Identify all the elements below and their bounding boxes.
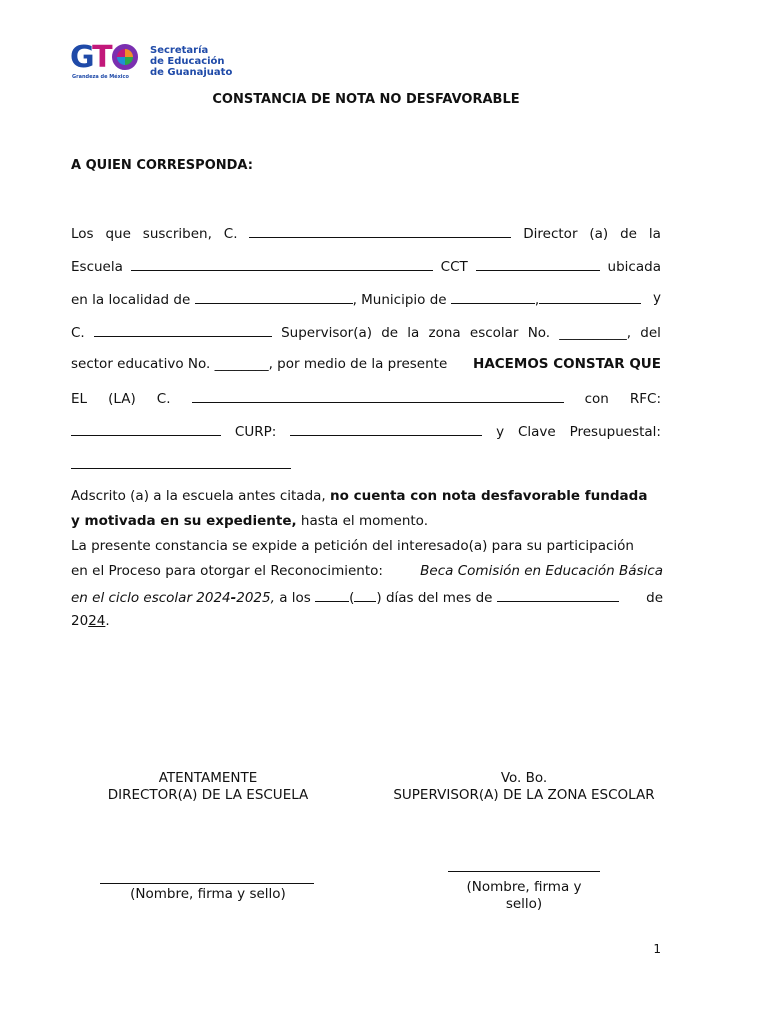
word: No. bbox=[527, 325, 551, 341]
word: C. bbox=[223, 226, 238, 242]
logo-tagline: Grandeza de México bbox=[72, 74, 129, 80]
director-signature-block bbox=[90, 770, 326, 804]
para2-row-4 bbox=[71, 563, 663, 588]
word: Supervisor(a) bbox=[281, 325, 373, 341]
body-line-3 bbox=[71, 290, 661, 308]
clave-presupuestal-blank[interactable] bbox=[71, 455, 291, 469]
text: . bbox=[105, 613, 110, 629]
italic-text: 2025, bbox=[236, 590, 275, 606]
word: (a) bbox=[589, 226, 609, 242]
director-name-blank[interactable] bbox=[249, 224, 511, 238]
school-name-blank[interactable] bbox=[131, 257, 433, 271]
supervisor-label: SUPERVISOR(A) DE LA ZONA ESCOLAR bbox=[393, 787, 655, 803]
body-line-2 bbox=[71, 257, 661, 275]
text: Adscrito (a) a la escuela antes citada, bbox=[71, 488, 330, 504]
logo-line-2: de Educación bbox=[150, 56, 225, 67]
caption-line-1: (Nombre, firma y bbox=[466, 879, 582, 895]
body-line-1 bbox=[71, 224, 661, 242]
rfc-blank[interactable] bbox=[71, 422, 221, 436]
word: ubicada bbox=[607, 259, 661, 275]
italic-text: en el ciclo escolar 2024 bbox=[71, 590, 231, 606]
para2-row-6 bbox=[71, 613, 663, 638]
word: Clave bbox=[517, 424, 556, 440]
year-suffix: 24 bbox=[88, 613, 106, 629]
word: , bbox=[534, 292, 540, 308]
atentamente-label: ATENTAMENTE bbox=[158, 770, 258, 786]
bold-text: y motivada en su expediente, bbox=[71, 513, 297, 529]
logo-line-1: Secretaría bbox=[150, 45, 209, 56]
word: y bbox=[653, 290, 661, 306]
logo-line-3: de Guanajuato bbox=[150, 67, 233, 78]
director-signature-line[interactable] bbox=[100, 883, 314, 884]
word: escolar bbox=[469, 325, 519, 341]
locality-blank[interactable] bbox=[195, 290, 353, 304]
sep-guanajuato-logo bbox=[70, 40, 233, 84]
word: la bbox=[648, 226, 661, 242]
hacemos-constar: HACEMOS CONSTAR QUE bbox=[473, 356, 661, 372]
word: y bbox=[496, 424, 505, 440]
word: CURP: bbox=[234, 424, 277, 440]
supervisor-name-blank[interactable] bbox=[94, 323, 272, 337]
para2-row-2 bbox=[71, 513, 663, 538]
logo-o-circle-icon bbox=[112, 44, 138, 70]
word: de bbox=[620, 226, 637, 242]
text: ) días del mes de bbox=[376, 590, 497, 606]
word: C. bbox=[156, 391, 171, 407]
body-line-6 bbox=[71, 389, 661, 407]
word: , Municipio de bbox=[352, 292, 447, 308]
greeting: A QUIEN CORRESPONDA: bbox=[71, 158, 253, 173]
director-label: DIRECTOR(A) DE LA ESCUELA bbox=[107, 787, 309, 803]
text: a los bbox=[274, 590, 316, 606]
curp-blank[interactable] bbox=[290, 422, 482, 436]
body-line-7 bbox=[71, 422, 661, 440]
italic-text: - bbox=[230, 590, 237, 606]
page-number: 1 bbox=[653, 942, 661, 956]
sector-text: sector educativo No. ________, por medio de la presente bbox=[71, 356, 448, 372]
caption-line-2: sello) bbox=[505, 896, 543, 912]
word: con bbox=[584, 391, 609, 407]
italic-text: Beca Comisión en Educación Básica bbox=[420, 563, 663, 579]
word: la bbox=[407, 325, 420, 341]
day-number-blank[interactable] bbox=[315, 588, 349, 602]
word: en la localidad de bbox=[71, 292, 191, 308]
body-line-8 bbox=[71, 455, 661, 473]
word: suscriben, bbox=[142, 226, 212, 242]
word: (LA) bbox=[108, 391, 136, 407]
logo-letter-t: T bbox=[92, 40, 111, 75]
word: Escuela bbox=[71, 259, 123, 275]
word: EL bbox=[71, 391, 88, 407]
municipality-blank[interactable] bbox=[451, 290, 535, 304]
text: hasta el momento. bbox=[296, 513, 428, 529]
word: de bbox=[381, 325, 399, 341]
year-prefix: 20 bbox=[71, 613, 89, 629]
supervisor-signature-block bbox=[376, 770, 672, 804]
month-blank[interactable] bbox=[497, 588, 619, 602]
body-line-4 bbox=[71, 323, 661, 341]
paragraph-2 bbox=[71, 488, 663, 638]
word: RFC: bbox=[629, 391, 661, 407]
supervisor-signature-line[interactable] bbox=[448, 871, 600, 872]
word: Los bbox=[71, 226, 94, 242]
day-words-blank[interactable] bbox=[354, 588, 376, 602]
text: de bbox=[646, 590, 663, 606]
vobo-label: Vo. Bo. bbox=[500, 770, 548, 786]
document-title: CONSTANCIA DE NOTA NO DESFAVORABLE bbox=[212, 92, 520, 107]
word: Presupuestal: bbox=[569, 424, 661, 440]
word: del bbox=[640, 325, 661, 341]
body-line-5 bbox=[71, 356, 661, 374]
text: ( bbox=[349, 590, 355, 606]
word: zona bbox=[428, 325, 461, 341]
director-signature-caption: (Nombre, firma y sello) bbox=[130, 886, 286, 902]
word: Director bbox=[523, 226, 578, 242]
word: __________, bbox=[559, 325, 632, 341]
municipality-blank-2[interactable] bbox=[539, 290, 641, 304]
para2-row-5 bbox=[71, 588, 663, 613]
logo-letter-g: G bbox=[70, 40, 93, 75]
bold-text: no cuenta con nota desfavorable fundada bbox=[330, 488, 648, 504]
cct-blank[interactable] bbox=[476, 257, 600, 271]
text: en el Proceso para otorgar el Reconocimiento: bbox=[71, 563, 383, 579]
logo-text bbox=[150, 45, 232, 78]
para2-row-1 bbox=[71, 488, 663, 513]
word: CCT bbox=[440, 259, 468, 275]
para2-row-3: La presente constancia se expide a petición del interesado(a) para su participación bbox=[71, 538, 634, 554]
gto-logo-mark bbox=[70, 42, 138, 74]
word: C. bbox=[71, 325, 85, 341]
supervisor-signature-caption bbox=[448, 879, 600, 913]
word: que bbox=[105, 226, 131, 242]
teacher-name-blank[interactable] bbox=[192, 389, 564, 403]
